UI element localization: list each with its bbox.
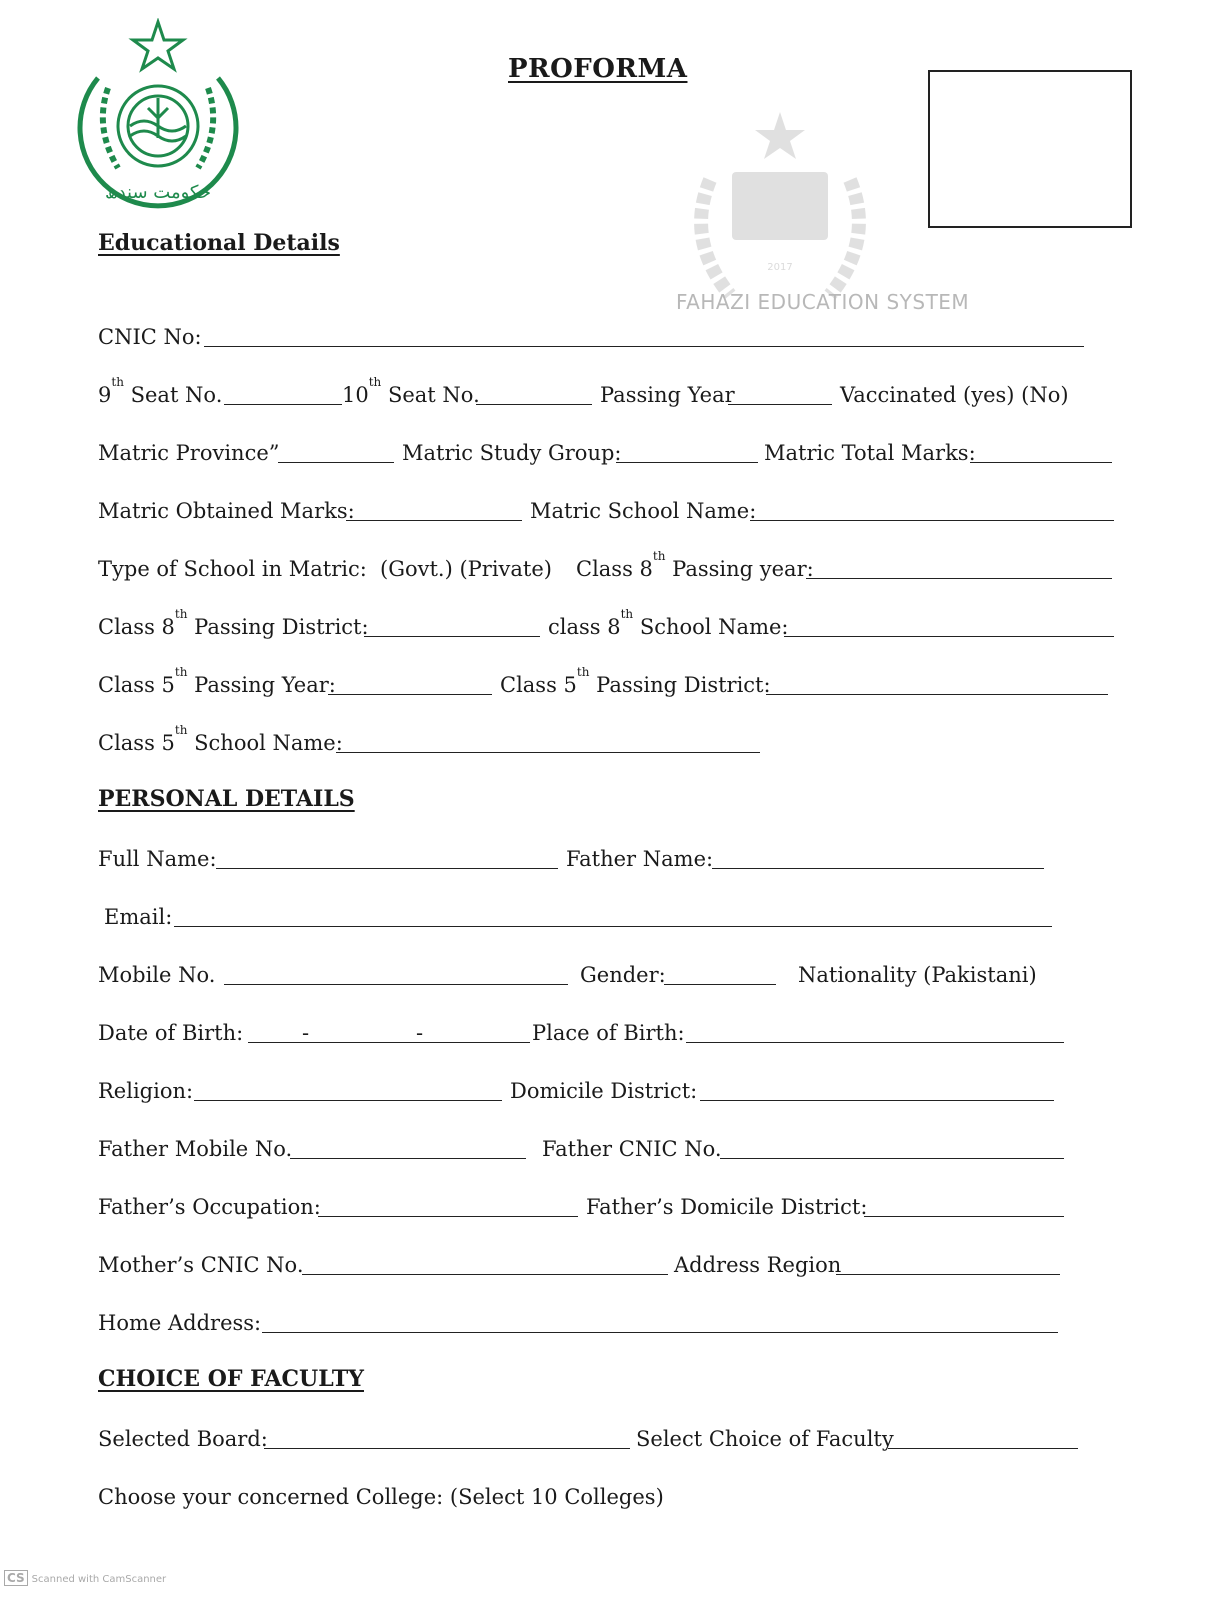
father-domicile-label: Father’s Domicile District: xyxy=(586,1195,868,1219)
class5-district-label: Class 5th Passing District: xyxy=(500,665,771,697)
father-mobile-label: Father Mobile No. xyxy=(98,1137,293,1161)
address-region-label: Address Region xyxy=(674,1253,842,1277)
dob-blank[interactable] xyxy=(248,1042,530,1043)
gender-blank[interactable] xyxy=(664,984,776,985)
full-name-blank[interactable] xyxy=(216,868,558,869)
class5-school-blank[interactable] xyxy=(336,752,760,753)
mother-cnic-blank[interactable] xyxy=(302,1274,668,1275)
class8-passing-year-label: Class 8th Passing year: xyxy=(576,549,814,581)
pob-blank[interactable] xyxy=(686,1042,1064,1043)
matric-total-marks-label: Matric Total Marks: xyxy=(764,441,976,465)
full-name-label: Full Name: xyxy=(98,847,217,871)
home-address-label: Home Address: xyxy=(98,1311,262,1335)
seat9-label: 9th Seat No. xyxy=(98,375,223,407)
passing-year-blank[interactable] xyxy=(728,404,832,405)
email-blank[interactable] xyxy=(174,926,1052,927)
class8-district-label: Class 8th Passing District: xyxy=(98,607,369,639)
father-mobile-blank[interactable] xyxy=(290,1158,526,1159)
seat9-blank[interactable] xyxy=(224,404,342,405)
father-occupation-blank[interactable] xyxy=(318,1216,578,1217)
religion-label: Religion: xyxy=(98,1079,194,1103)
matric-school-name-blank[interactable] xyxy=(750,520,1114,521)
mobile-blank[interactable] xyxy=(224,984,568,985)
class8-school-label: class 8th School Name: xyxy=(548,607,789,639)
svg-text:حکومت سندھ: حکومت سندھ xyxy=(105,182,211,203)
college-choice-label: Choose your concerned College: (Select 10 Colleges) xyxy=(98,1485,664,1509)
matric-obtained-marks-blank[interactable] xyxy=(346,520,522,521)
school-type-options[interactable]: (Govt.) (Private) xyxy=(380,557,552,581)
matric-study-group-blank[interactable] xyxy=(616,462,758,463)
faculty-choice-blank[interactable] xyxy=(888,1448,1078,1449)
passing-year-label: Passing Year xyxy=(600,383,735,407)
cnic-label: CNIC No: xyxy=(98,325,202,349)
father-name-label: Father Name: xyxy=(566,847,714,871)
domicile-district-blank[interactable] xyxy=(700,1100,1054,1101)
email-label: Email: xyxy=(104,905,173,929)
father-occupation-label: Father’s Occupation: xyxy=(98,1195,321,1219)
watermark-text: FAHAZI EDUCATION SYSTEM xyxy=(676,290,970,314)
government-logo xyxy=(68,18,248,223)
selected-board-blank[interactable] xyxy=(264,1448,630,1449)
class5-year-blank[interactable] xyxy=(328,694,492,695)
matric-study-group-label: Matric Study Group: xyxy=(402,441,622,465)
scanner-watermark: CS Scanned with CamScanner xyxy=(4,1570,166,1586)
vaccinated-label: Vaccinated (yes) (No) xyxy=(840,383,1069,407)
svg-text:2017: 2017 xyxy=(767,262,793,273)
class5-year-label: Class 5th Passing Year: xyxy=(98,665,336,697)
seat10-label: 10th Seat No. xyxy=(342,375,480,407)
gender-label: Gender: xyxy=(580,963,666,987)
photo-box xyxy=(928,70,1132,228)
school-type-label: Type of School in Matric: xyxy=(98,557,367,581)
domicile-district-label: Domicile District: xyxy=(510,1079,698,1103)
faculty-choice-label: Select Choice of Faculty xyxy=(636,1427,894,1451)
matric-province-blank[interactable] xyxy=(278,462,394,463)
matric-obtained-marks-label: Matric Obtained Marks: xyxy=(98,499,355,523)
educational-details-heading: Educational Details xyxy=(98,230,340,256)
nationality-label: Nationality (Pakistani) xyxy=(798,963,1037,987)
class5-district-blank[interactable] xyxy=(766,694,1108,695)
pob-label: Place of Birth: xyxy=(532,1021,685,1045)
home-address-blank[interactable] xyxy=(262,1332,1058,1333)
dob-separator: - xyxy=(416,1021,424,1045)
father-name-blank[interactable] xyxy=(712,868,1044,869)
selected-board-label: Selected Board: xyxy=(98,1427,268,1451)
class5-school-label: Class 5th School Name: xyxy=(98,723,343,755)
dob-separator: - xyxy=(302,1021,310,1045)
father-cnic-label: Father CNIC No. xyxy=(542,1137,722,1161)
mobile-label: Mobile No. xyxy=(98,963,216,987)
matric-school-name-label: Matric School Name: xyxy=(530,499,757,523)
class8-district-blank[interactable] xyxy=(364,636,540,637)
cnic-blank[interactable] xyxy=(204,346,1084,347)
class8-passing-year-blank[interactable] xyxy=(806,578,1112,579)
mother-cnic-label: Mother’s CNIC No. xyxy=(98,1253,304,1277)
choice-of-faculty-heading: CHOICE OF FACULTY xyxy=(98,1366,364,1392)
dob-label: Date of Birth: xyxy=(98,1021,244,1045)
father-domicile-blank[interactable] xyxy=(864,1216,1064,1217)
camscanner-icon: CS xyxy=(4,1570,28,1586)
father-cnic-blank[interactable] xyxy=(720,1158,1064,1159)
address-region-blank[interactable] xyxy=(836,1274,1060,1275)
matric-total-marks-blank[interactable] xyxy=(970,462,1112,463)
matric-province-label: Matric Province” xyxy=(98,441,280,465)
personal-details-heading: PERSONAL DETAILS xyxy=(98,786,355,812)
page-title: PROFORMA xyxy=(508,54,688,84)
religion-blank[interactable] xyxy=(194,1100,502,1101)
class8-school-blank[interactable] xyxy=(784,636,1114,637)
seat10-blank[interactable] xyxy=(476,404,592,405)
